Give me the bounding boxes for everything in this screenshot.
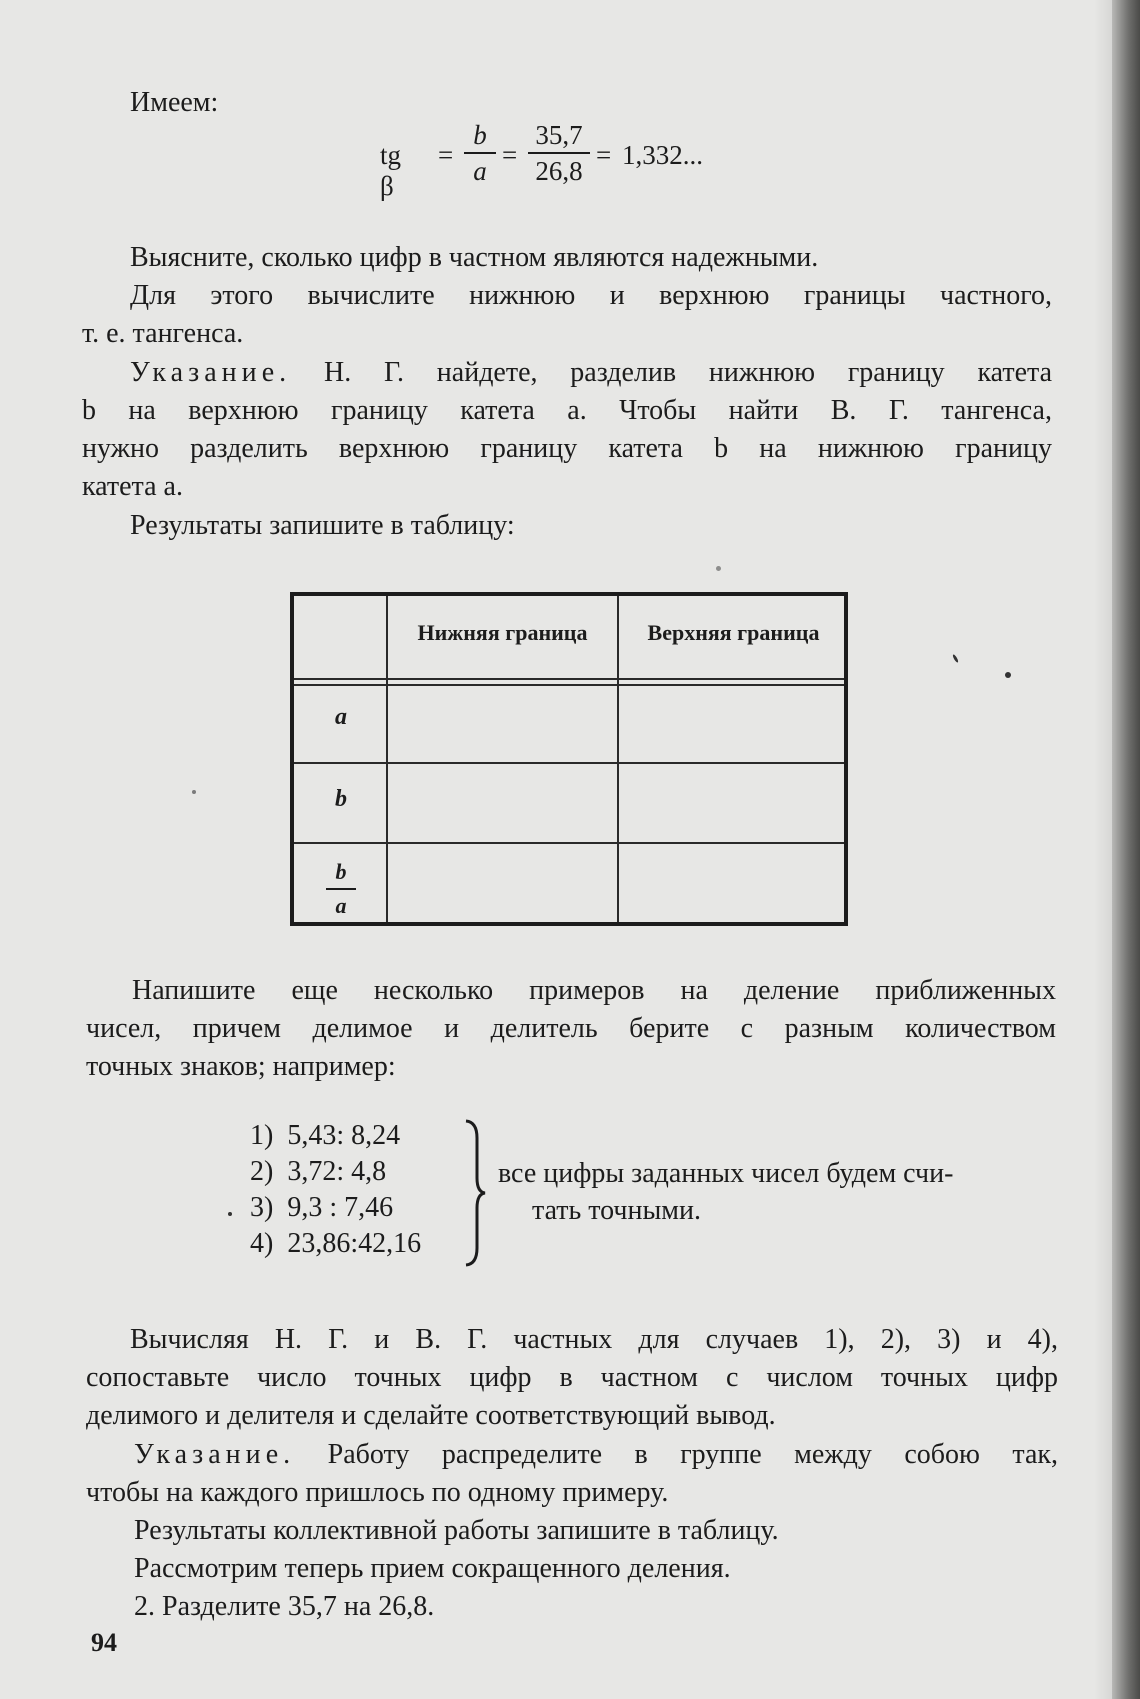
example-expression: 3,72: 4,8: [287, 1156, 387, 1187]
example-expression: 9,3 : 7,46: [287, 1192, 394, 1223]
formula-eq-3: =: [596, 140, 612, 170]
fraction-numerator: 35,7: [535, 120, 583, 150]
fraction-numerator: b: [473, 120, 487, 150]
paragraph-reliable-digits: Выясните, сколько цифр в частном являются надежными.: [130, 242, 819, 273]
table-header-upper: Верхняя граница: [647, 620, 820, 645]
right-brace-icon: [463, 1118, 487, 1268]
example-number: 4): [250, 1228, 274, 1259]
example-item: [250, 1154, 421, 1190]
paragraph-collective: Результаты коллективной работы запишите в таблицу.: [134, 1515, 779, 1546]
page-edge-shadow: [1094, 0, 1112, 1699]
hint-text: Работу распределите в группе между собою так,: [327, 1439, 1058, 1470]
example-item: [250, 1190, 421, 1226]
example-number: 3): [250, 1192, 274, 1223]
hint-1-line-3: нужно разделить верхнюю границу катета b на нижнюю границу: [82, 433, 1052, 464]
paragraph-record-table: Результаты запишите в таблицу:: [130, 510, 515, 541]
example-expression: 5,43: 8,24: [287, 1120, 401, 1151]
table-header-rule: [294, 678, 844, 686]
hint-1-line-4: катета a.: [82, 471, 183, 502]
intro-text: Имеем:: [130, 87, 219, 118]
paragraph-compare-line-2: сопоставьте число точных цифр в частном с числом точных цифр: [86, 1362, 1058, 1393]
formula-eq-1: =: [438, 140, 454, 170]
formula-lhs: tg β: [380, 140, 402, 201]
paragraph-bounds-line-2: т. е. тангенса.: [82, 318, 244, 349]
scan-speck: [952, 654, 959, 663]
example-number: 1): [250, 1120, 274, 1151]
page-number: 94: [91, 1628, 117, 1657]
paragraph-examples-line-2: чисел, причем делимое и делитель берите с разным количеством: [86, 1013, 1056, 1044]
example-item: [250, 1226, 421, 1262]
table-header-lower: Нижняя граница: [417, 620, 588, 645]
examples-note-line-2: тать точными.: [532, 1195, 702, 1226]
formula-result: 1,332...: [622, 140, 703, 170]
examples-note-line-1: все цифры заданных чисел будем счи-: [498, 1158, 954, 1189]
hint-text: Н. Г. найдете, разделив нижнюю границу катета: [324, 357, 1053, 388]
example-item: [250, 1118, 421, 1154]
fraction-denominator: a: [473, 156, 487, 186]
example-number: 2): [250, 1156, 274, 1187]
ratio-numerator: b: [335, 859, 347, 884]
fraction-denominator: 26,8: [535, 156, 583, 186]
hint-1-line-1: [130, 354, 1052, 392]
example-list: [250, 1118, 421, 1262]
table-row-a: a: [335, 704, 347, 730]
hint-label: Указание.: [130, 357, 292, 388]
table-row-divider: [294, 762, 844, 764]
formula-fraction-ba: [464, 118, 496, 188]
table-row-b: b: [335, 786, 347, 812]
formula-eq-2: =: [502, 140, 518, 170]
page-binding-edge: [1112, 0, 1140, 1699]
hint-2-line-2: чтобы на каждого пришлось по одному примеру.: [86, 1477, 669, 1508]
scan-speck: [1005, 672, 1011, 678]
paragraph-short-division: Рассмотрим теперь прием сокращенного деления.: [134, 1553, 731, 1584]
hint-label: Указание.: [134, 1439, 296, 1470]
formula-fraction-values: [528, 118, 590, 188]
paragraph-compare-line-3: делимого и делителя и сделайте соответствующий вывод.: [86, 1400, 776, 1431]
paragraph-examples-line-3: точных знаков; например:: [86, 1051, 396, 1082]
paragraph-examples-line-1: Напишите еще несколько примеров на деление приближенных: [132, 975, 1056, 1006]
scan-speck: [228, 1212, 232, 1216]
hint-2-line-1: [134, 1436, 1058, 1474]
table-row-ratio: [322, 858, 360, 920]
paragraph-compare-line-1: Вычисляя Н. Г. и В. Г. частных для случаев 1), 2), 3) и 4),: [130, 1324, 1058, 1355]
scan-speck: [716, 566, 721, 571]
table-row-divider: [294, 842, 844, 844]
bounds-table: [290, 592, 848, 926]
hint-1-line-2: b на верхнюю границу катета a. Чтобы найти В. Г. тангенса,: [82, 395, 1052, 426]
paragraph-bounds-line-1: Для этого вычислите нижнюю и верхнюю границы частного,: [130, 280, 1052, 311]
example-expression: 23,86:42,16: [287, 1228, 422, 1259]
task-divide: 2. Разделите 35,7 на 26,8.: [134, 1591, 435, 1622]
scan-speck: [192, 790, 196, 794]
ratio-denominator: a: [335, 893, 347, 918]
